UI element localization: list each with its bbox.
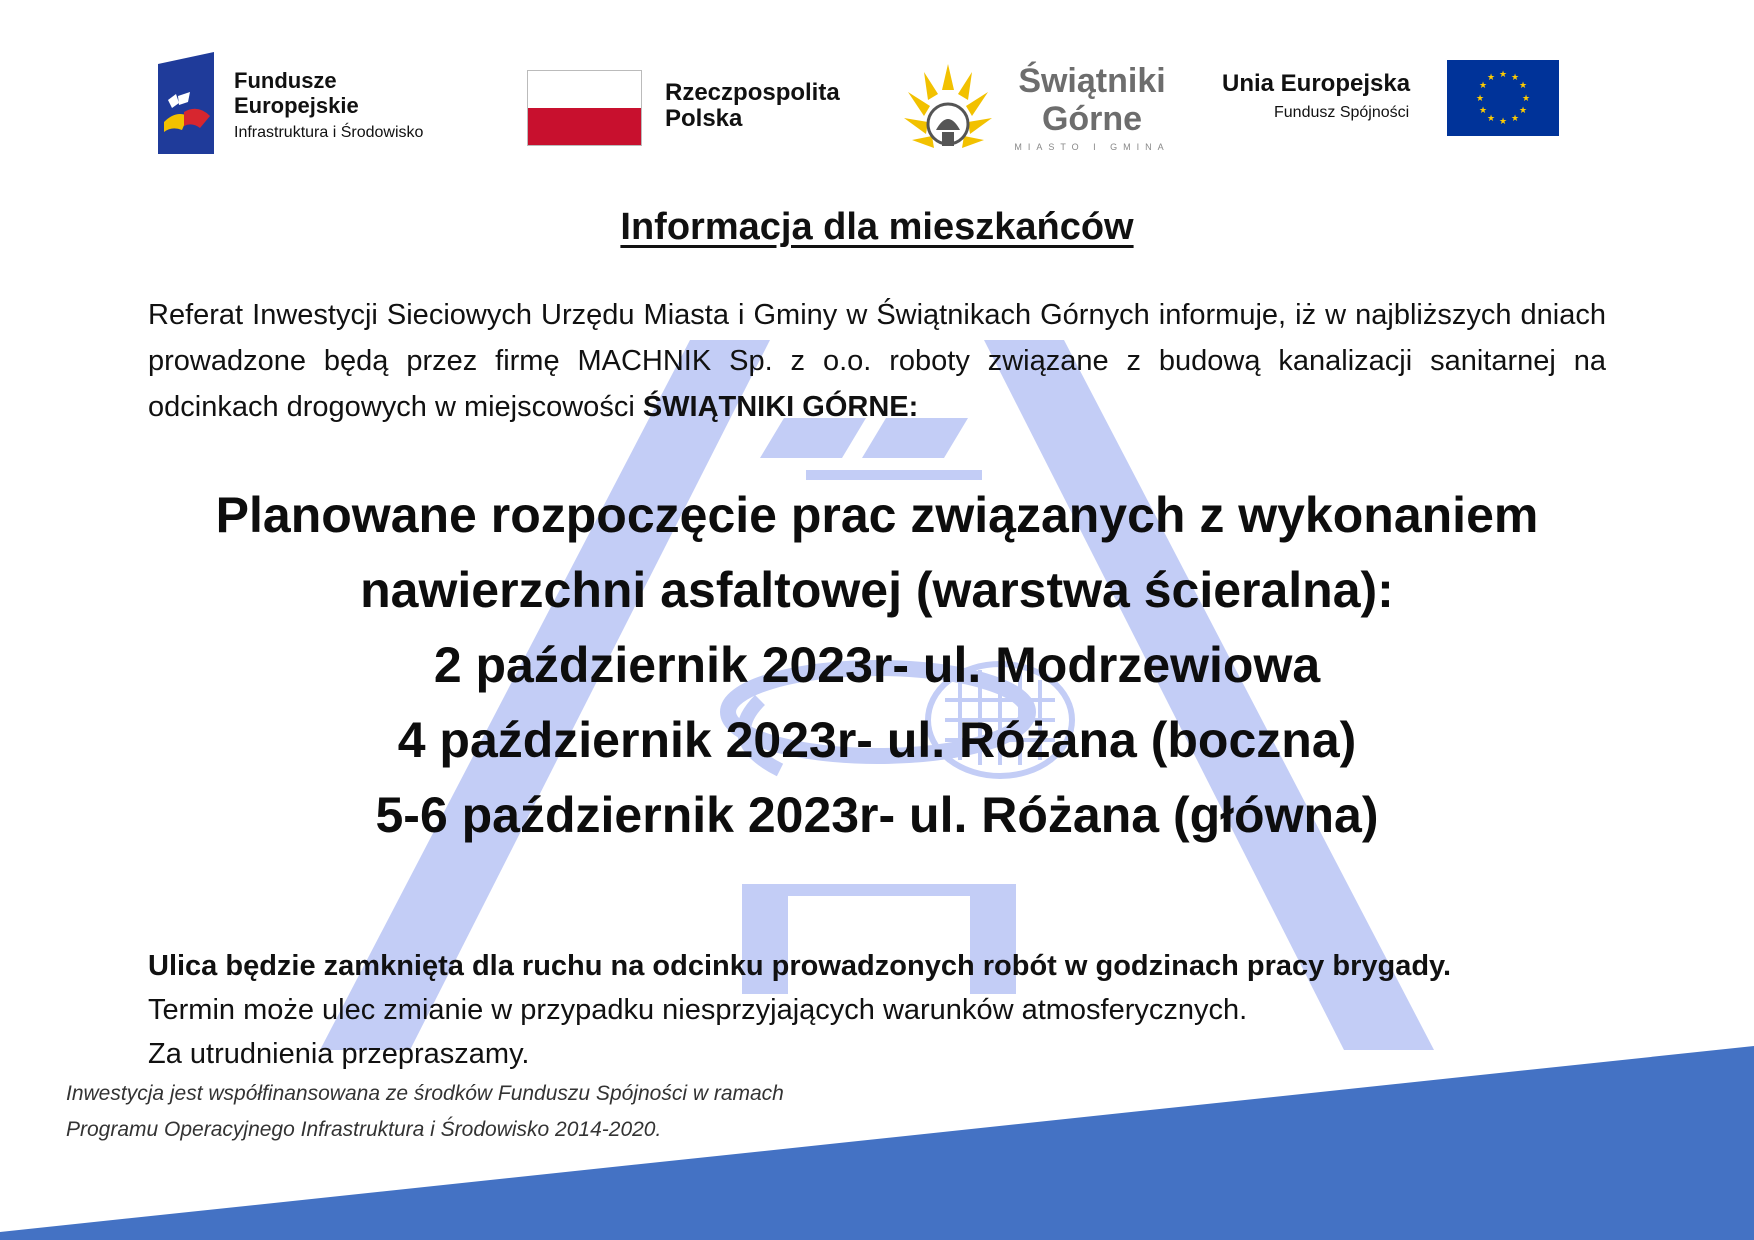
- unia-europejska-logo: [1218, 60, 1558, 140]
- closure-note: Ulica będzie zamknięta dla ruchu na odcinku prowadzonych robót w godzinach pracy brygady.: [148, 950, 1452, 982]
- fundusze-europejskie-logo: [158, 52, 458, 156]
- schedule-item: 5-6 październik 2023r- ul. Różana (główna): [375, 787, 1379, 843]
- funding-footer: [66, 1076, 1046, 1148]
- swiatniki-line1: Świątniki: [1018, 62, 1166, 100]
- unia-subtitle: Fundusz Spójności: [1274, 104, 1410, 121]
- polish-flag-icon: [527, 70, 642, 146]
- intro-text: Referat Inwestycji Sieciowych Urzędu Miasta i Gminy w Świątnikach Górnych informuje, iż w najbliższych dniach prowadzone będą przez firmę MACHNIK Sp. z o.o. roboty związane z budową kanalizacji sanitarnej na odcinkach drogowych w miejscowości: [148, 299, 1606, 423]
- notes-block: [148, 944, 1618, 1076]
- schedule-title-line1: Planowane rozpoczęcie prac związanych z wykonaniem: [215, 487, 1539, 543]
- swiatniki-gorne-logo: [902, 60, 1182, 160]
- page-title-wrapper: [0, 206, 1754, 249]
- svg-text:★: ★: [1518, 106, 1528, 116]
- svg-text:★: ★: [1478, 81, 1488, 91]
- fundusze-title: [234, 68, 359, 118]
- svg-text:★: ★: [1498, 117, 1508, 127]
- svg-text:★: ★: [1521, 94, 1531, 104]
- intro-place: ŚWIĄTNIKI GÓRNE:: [642, 391, 919, 423]
- schedule-title-line2: nawierzchni asfaltowej (warstwa ścieralna):: [360, 562, 1394, 618]
- swiatniki-tagline: MIASTO I GMINA: [1014, 142, 1170, 152]
- fundusze-subtitle: Infrastruktura i Środowisko: [234, 124, 424, 141]
- svg-text:★: ★: [1486, 73, 1496, 83]
- svg-text:★: ★: [1510, 73, 1520, 83]
- svg-text:★: ★: [1478, 106, 1488, 116]
- swiatniki-name: [1006, 62, 1178, 138]
- funding-line1: Inwestycja jest współfinansowana ze środków Funduszu Spójności w ramach: [66, 1082, 784, 1105]
- rzeczpospolita-text: [665, 80, 840, 132]
- rzeczpospolita-polska-logo: [527, 66, 867, 148]
- swiatniki-line2: Górne: [1041, 100, 1143, 138]
- eu-funds-star-icon: [158, 52, 214, 154]
- schedule-item: 2 październik 2023r- ul. Modrzewiowa: [433, 637, 1321, 693]
- rzeczpospolita-line1: Rzeczpospolita: [665, 79, 840, 106]
- swiatniki-emblem-icon: [902, 60, 994, 158]
- svg-text:★: ★: [1475, 94, 1485, 104]
- unia-title: Unia Europejska: [1222, 70, 1411, 97]
- schedule-item: 4 październik 2023r- ul. Różana (boczna): [397, 712, 1357, 768]
- eu-flag-icon: [1447, 60, 1559, 136]
- schedule-block: [90, 478, 1664, 853]
- svg-text:★: ★: [1510, 114, 1520, 124]
- fundusze-title-line1: Fundusze: [234, 68, 337, 93]
- svg-text:★: ★: [1498, 70, 1508, 80]
- weather-note: Termin może ulec zmianie w przypadku niesprzyjających warunków atmosferycznych.: [148, 994, 1248, 1026]
- svg-text:★: ★: [1518, 81, 1528, 91]
- apology-note: Za utrudnienia przepraszamy.: [148, 1038, 530, 1070]
- rzeczpospolita-line2: Polska: [665, 105, 743, 132]
- intro-paragraph: [148, 292, 1606, 430]
- svg-text:★: ★: [1486, 114, 1496, 124]
- page-title: Informacja dla mieszkańców: [620, 206, 1134, 248]
- funding-line2: Programu Operacyjnego Infrastruktura i Środowisko 2014-2020.: [66, 1118, 662, 1141]
- fundusze-title-line2: Europejskie: [234, 93, 359, 118]
